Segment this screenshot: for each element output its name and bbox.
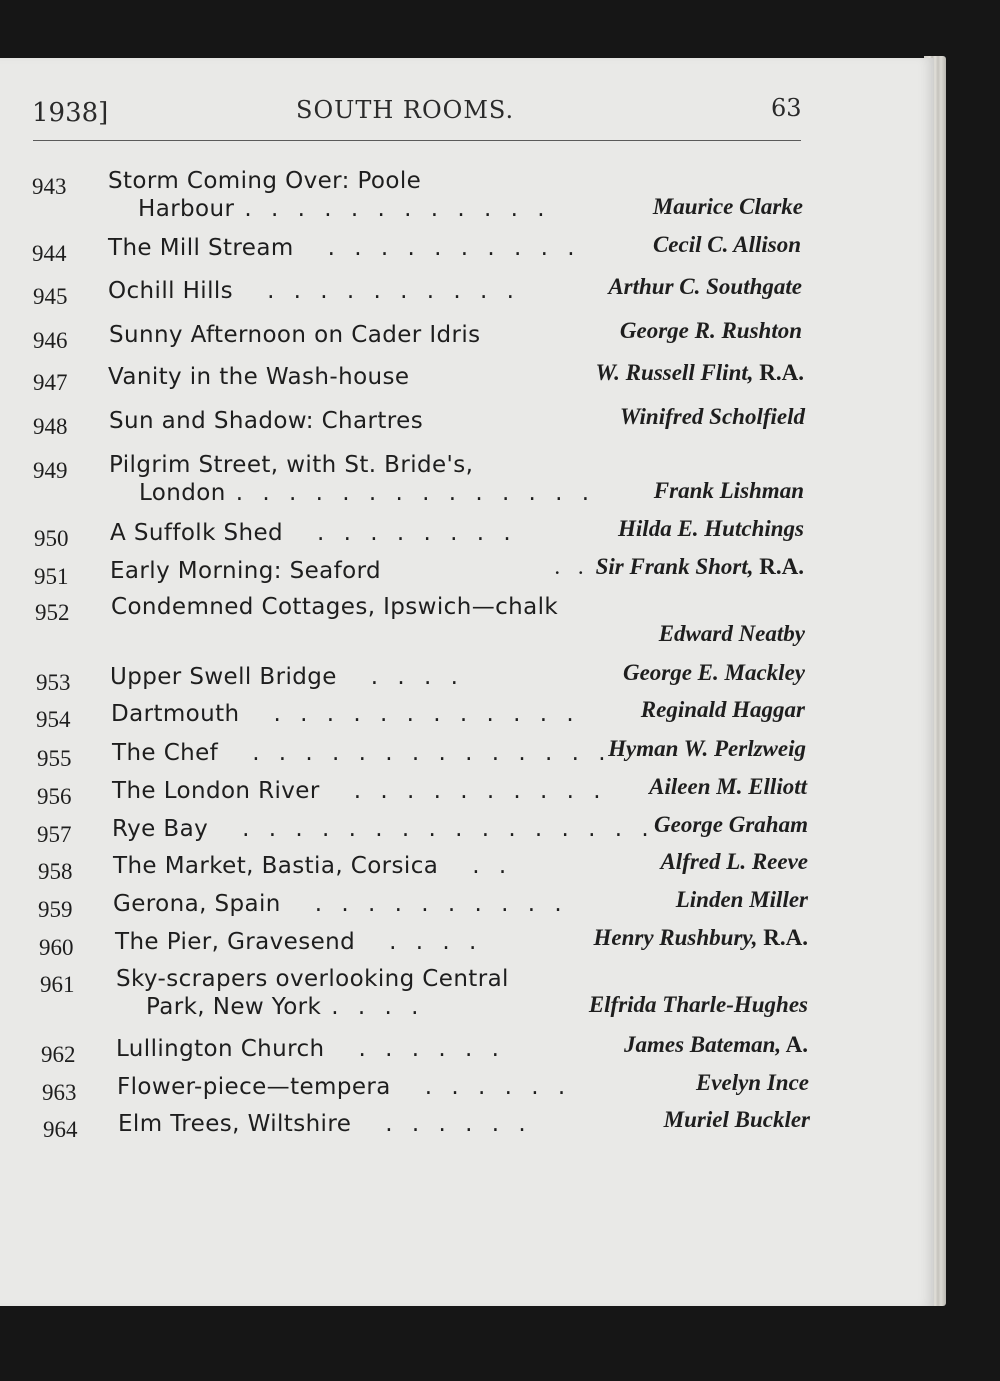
entry-title-line: Rye Bay	[112, 816, 209, 842]
entry-title-line: Dartmouth	[111, 701, 240, 727]
entry-title-line: Sunny Afternoon on Cader Idris	[109, 322, 481, 348]
page-number: 63	[771, 94, 802, 122]
entry-artist	[593, 925, 808, 951]
entry-number: 963	[42, 1080, 77, 1105]
artist-name: Evelyn Ince	[695, 1070, 809, 1095]
artist-name: Arthur C. Southgate	[608, 274, 802, 299]
artist-name: Cecil C. Allison	[652, 232, 801, 257]
entry-title-line: Condemned Cottages, Ipswich—chalk	[111, 594, 559, 620]
entry-title-line: Ochill Hills	[108, 278, 234, 304]
entry-title	[112, 740, 612, 766]
entry-title	[108, 235, 581, 261]
entry-title	[109, 322, 481, 348]
entry-number: 958	[38, 859, 73, 884]
entry-title	[117, 1074, 571, 1100]
leader-dots: . . . . . . . . . . . . . . . .	[242, 816, 655, 842]
entry-title	[118, 1111, 532, 1137]
artist-name: Winifred Scholfield	[619, 404, 805, 429]
entry-number: 960	[39, 935, 74, 960]
entry-title-line: Storm Coming Over: Poole	[108, 168, 422, 194]
artist-honours: R.A.	[753, 554, 804, 579]
entry-artist	[624, 1032, 808, 1058]
entry-title	[111, 701, 580, 727]
entry-number: 948	[33, 414, 68, 439]
entry-artist	[608, 736, 806, 762]
entry-title	[109, 452, 595, 506]
leader-dots: . . . . . . . . . . . .	[273, 701, 580, 727]
artist-name: Aileen M. Elliott	[649, 774, 807, 799]
entry-title	[116, 966, 509, 1020]
leader-dots: . . . . . . . . . .	[267, 278, 520, 304]
artist-honours: R.A.	[753, 360, 804, 385]
leader-dots: . . . . . . . . . .	[327, 235, 581, 261]
entry-title-line: Early Morning: Seaford	[110, 558, 382, 584]
entry-title-line: Gerona, Spain	[113, 891, 281, 917]
artist-name: Maurice Clarke	[652, 194, 803, 219]
header-year: 1938]	[32, 98, 109, 128]
entry-artist	[623, 660, 805, 686]
entry-title	[110, 664, 464, 690]
entry-number: 957	[37, 822, 72, 847]
header-rule	[33, 140, 801, 141]
entry-artist	[641, 697, 805, 723]
header-section-title: SOUTH ROOMS.	[296, 96, 515, 124]
leader-dots: . . . . . . . . . . . .	[244, 196, 551, 222]
entry-number: 951	[34, 564, 69, 589]
entry-title	[109, 408, 423, 434]
entry-title-line: Pilgrim Street, with St. Bride's,	[109, 452, 474, 478]
entry-title-line: The Chef	[112, 740, 219, 766]
entry-artist	[696, 1070, 809, 1096]
entry-title	[108, 364, 409, 390]
artist-name: George Graham	[654, 812, 808, 837]
entry-title-line: Vanity in the Wash-house	[108, 364, 410, 390]
entry-title-line: The Pier, Gravesend	[115, 929, 356, 955]
artist-name: George E. Mackley	[622, 660, 805, 685]
leader-dots: . . . . . .	[385, 1111, 532, 1137]
artist-name: Muriel Buckler	[663, 1107, 810, 1132]
entry-title-line: Lullington Church	[116, 1036, 325, 1062]
entry-title-line: The Market, Bastia, Corsica	[113, 853, 439, 879]
entry-artist	[620, 318, 802, 344]
entry-number: 961	[40, 972, 75, 997]
entry-number: 959	[38, 897, 73, 922]
entry-number: 954	[36, 707, 71, 732]
entry-artist	[653, 194, 803, 220]
artist-name: Henry Rushbury,	[593, 925, 758, 950]
page-header	[0, 92, 1000, 132]
artist-name: George R. Rushton	[619, 318, 802, 343]
leader-dots: . .	[554, 554, 590, 579]
entry-number: 946	[33, 328, 68, 353]
entry-number: 952	[35, 600, 70, 625]
entry-title-line: Elm Trees, Wiltshire	[118, 1111, 352, 1137]
entry-artist	[589, 992, 808, 1018]
artist-honours: A.	[781, 1032, 808, 1057]
entry-title	[111, 594, 558, 620]
entry-title-line-2: London . . . . . . . . . . . . . .	[139, 480, 596, 506]
entry-artist	[659, 621, 805, 647]
entry-number: 947	[33, 370, 68, 395]
entry-number: 943	[32, 174, 67, 199]
artist-name: Hyman W. Perlzweig	[608, 736, 806, 761]
entry-title-line-2: Park, New York . . . .	[146, 994, 425, 1020]
entry-number: 949	[33, 458, 68, 483]
artist-name: Alfred L. Reeve	[660, 849, 808, 874]
entry-title-line: Sky-scrapers overlooking Central	[116, 966, 509, 992]
artist-name: W. Russell Flint,	[595, 360, 754, 385]
entry-title-line: Upper Swell Bridge	[110, 664, 337, 690]
leader-dots: . . . . . .	[358, 1036, 505, 1062]
leader-dots: . . . . . . . . . .	[314, 891, 568, 917]
entry-title	[115, 929, 482, 955]
entry-number: 953	[36, 670, 71, 695]
entry-title	[112, 778, 607, 804]
entry-title	[108, 168, 551, 222]
entry-title-line: A Suffolk Shed	[110, 520, 284, 546]
artist-name: Frank Lishman	[653, 478, 804, 503]
leader-dots: . . . . . .	[424, 1074, 572, 1100]
leader-dots: . . . . . . . . . . . . . .	[252, 740, 612, 766]
leader-dots: . . . . . . . . . . . . . .	[235, 480, 596, 506]
leader-dots: . . . .	[331, 994, 425, 1020]
leader-dots: . . . .	[370, 664, 464, 690]
entry-artist	[660, 849, 808, 875]
entry-title	[110, 520, 517, 546]
entry-artist	[618, 516, 804, 542]
entry-artist	[608, 274, 802, 300]
entry-artist	[654, 812, 808, 838]
entry-title-line: Flower-piece—tempera	[117, 1074, 391, 1100]
entry-number: 962	[41, 1042, 76, 1067]
artist-name: Sir Frank Short,	[595, 554, 754, 579]
artist-honours: R.A.	[757, 925, 808, 950]
entry-title	[110, 558, 381, 584]
entry-artist	[676, 887, 808, 913]
entry-number: 956	[37, 784, 72, 809]
artist-name: Hilda E. Hutchings	[618, 516, 804, 541]
entry-title-line: The London River	[112, 778, 320, 804]
entry-title	[113, 891, 568, 917]
entry-artist	[653, 232, 801, 258]
entry-title	[112, 816, 655, 842]
entry-artist	[595, 360, 804, 386]
artist-name: Edward Neatby	[658, 621, 805, 646]
entry-title	[108, 278, 520, 304]
artist-name: Reginald Haggar	[640, 697, 805, 722]
entry-artist	[620, 404, 805, 430]
entry-artist	[649, 774, 807, 800]
entry-title-line-2: Harbour . . . . . . . . . . . .	[138, 196, 551, 222]
leader-dots: . . . .	[389, 929, 483, 955]
entry-number: 944	[32, 241, 67, 266]
leader-dots: . . . . . . . . . .	[353, 778, 607, 804]
artist-name: Linden Miller	[675, 887, 808, 912]
entry-number: 955	[37, 746, 72, 771]
entry-title-line: Sun and Shadow: Chartres	[109, 408, 424, 434]
entry-artist	[554, 554, 804, 580]
entry-artist	[654, 478, 804, 504]
entry-number: 945	[33, 284, 68, 309]
entry-title-line: The Mill Stream	[108, 235, 294, 261]
entry-title	[116, 1036, 505, 1062]
entry-title	[113, 853, 512, 879]
entry-number: 950	[34, 526, 69, 551]
entry-number: 964	[43, 1117, 78, 1142]
artist-name: James Bateman,	[623, 1032, 782, 1057]
entry-artist	[664, 1107, 810, 1133]
leader-dots: . .	[472, 853, 513, 879]
leader-dots: . . . . . . . .	[317, 520, 517, 546]
artist-name: Elfrida Tharle-Hughes	[588, 992, 808, 1017]
